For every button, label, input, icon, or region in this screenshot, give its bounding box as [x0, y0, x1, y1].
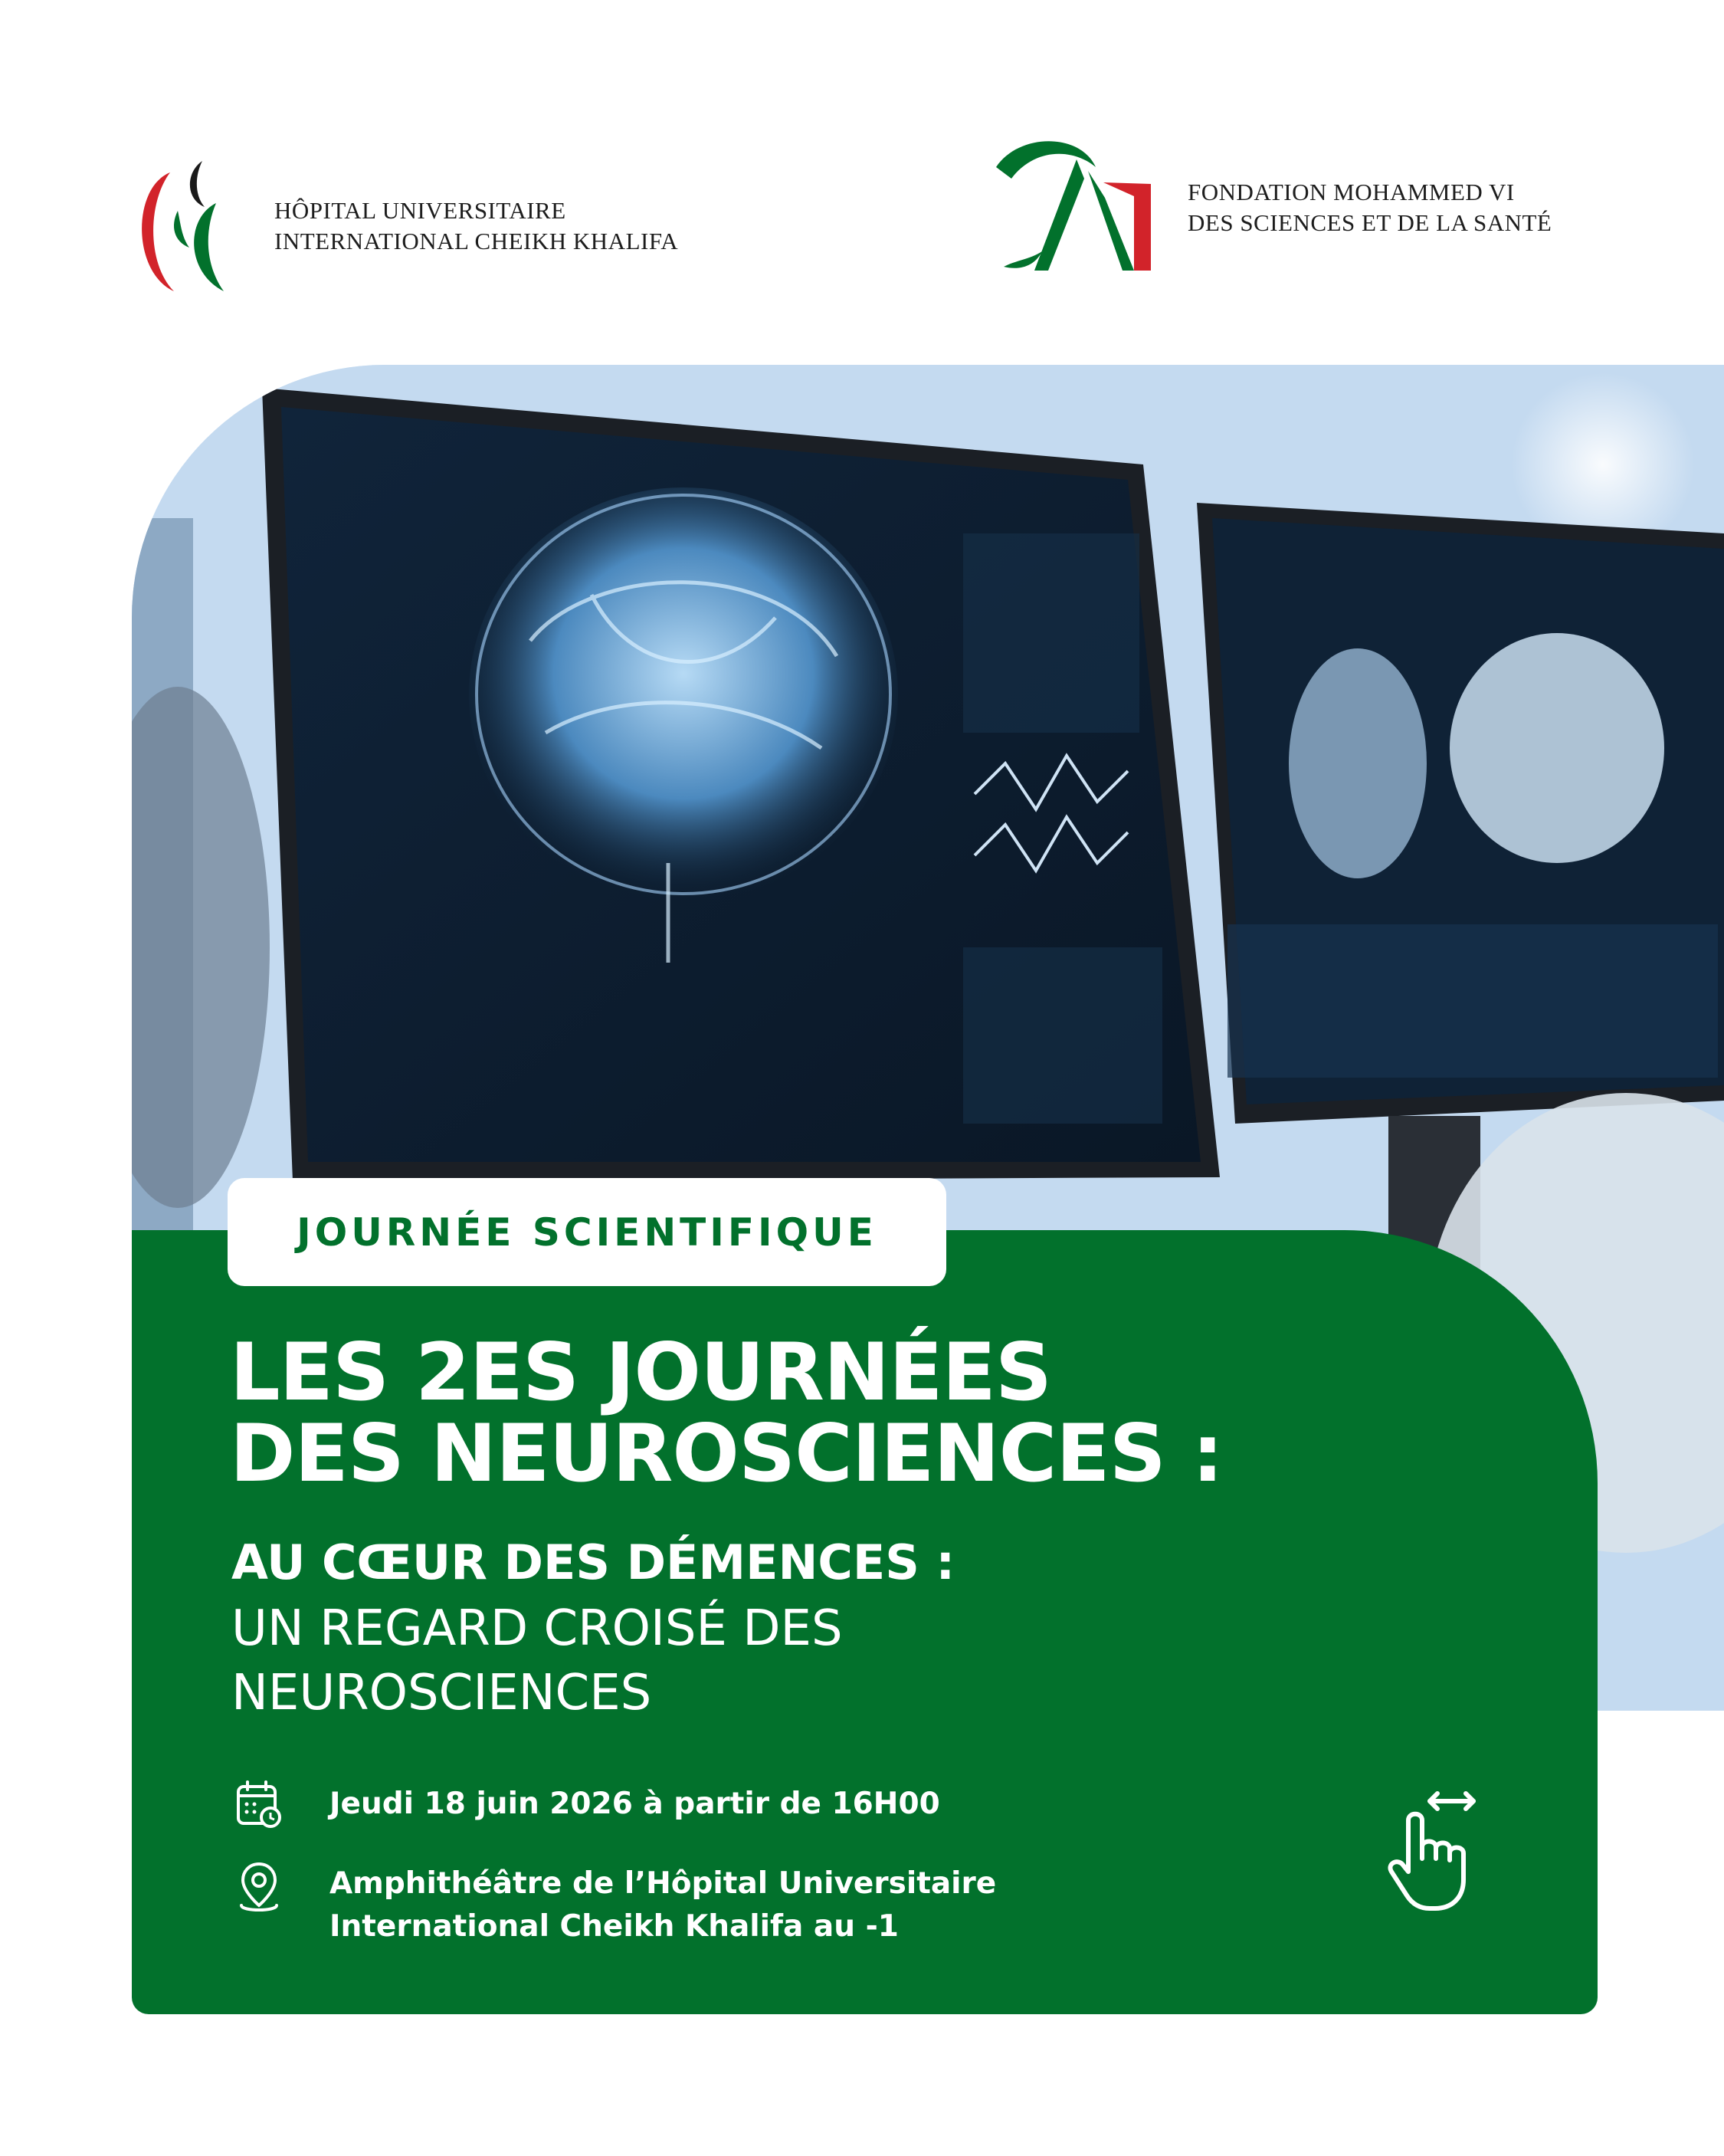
hospital-logo-icon: [132, 157, 247, 295]
event-title-line2: DES NEUROSCIENCES :: [230, 1408, 1223, 1500]
event-title: [230, 1327, 1223, 1500]
foundation-logo: [988, 136, 1552, 278]
hospital-name: [274, 195, 678, 257]
foundation-name-line1: FONDATION MOHAMMED VI: [1188, 178, 1515, 205]
hospital-name-line2: INTERNATIONAL CHEIKH KHALIFA: [274, 228, 679, 254]
hospital-logo: [132, 157, 678, 295]
event-location-line1: Amphithéâtre de l’Hôpital Universitaire: [329, 1866, 997, 1901]
event-type-label: JOURNÉE SCIENTIFIQUE: [297, 1209, 877, 1255]
event-subtitle-bold: AU CŒUR DES DÉMENCES :: [231, 1534, 955, 1590]
foundation-name-line2: DES SCIENCES ET DE LA SANTÉ: [1188, 208, 1552, 236]
event-location-line2: International Cheikh Khalifa au -1: [329, 1909, 899, 1944]
calendar-icon: [234, 1779, 284, 1829]
event-subtitle: [231, 1596, 843, 1725]
event-subtitle-line2: NEUROSCIENCES: [231, 1665, 652, 1721]
event-location: [329, 1862, 996, 1948]
event-title-line1: LES 2ES JOURNÉES: [230, 1327, 1052, 1419]
event-type-tag: [228, 1178, 946, 1286]
hospital-name-line1: HÔPITAL UNIVERSITAIRE: [274, 197, 566, 224]
foundation-name: [1188, 177, 1552, 238]
foundation-m-logo-icon: [988, 136, 1165, 278]
swipe-hand-icon[interactable]: [1378, 1786, 1493, 1916]
event-subtitle-line1: UN REGARD CROISÉ DES: [231, 1600, 843, 1657]
event-date: Jeudi 18 juin 2026 à partir de 16H00: [329, 1787, 940, 1821]
location-pin-icon: [234, 1859, 284, 1915]
